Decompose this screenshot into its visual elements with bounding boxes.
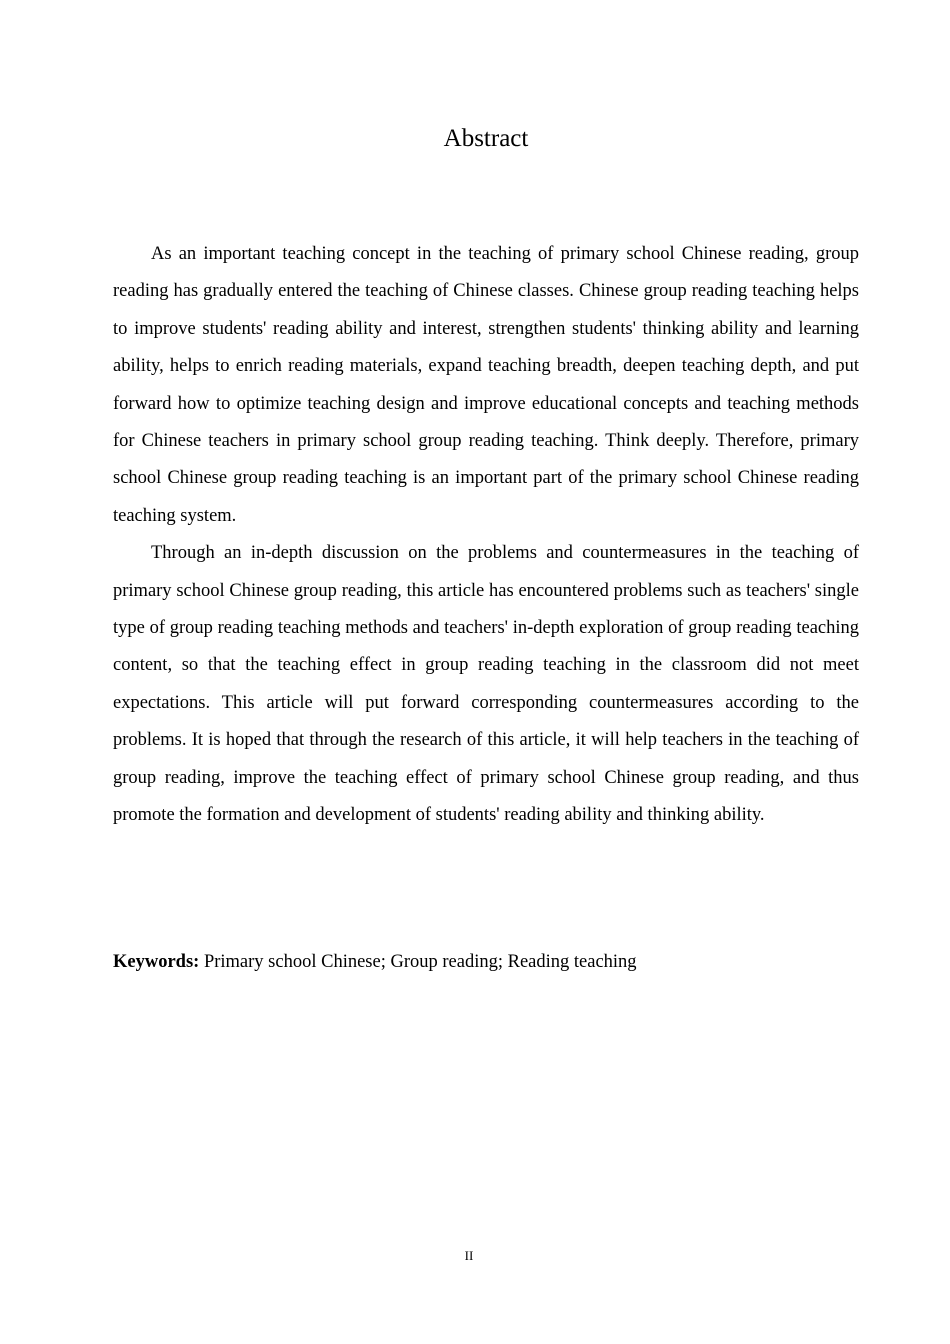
- abstract-paragraph-1: As an important teaching concept in the teaching of primary school Chinese reading, group reading has gradually entered the teaching of Chinese classes. Chinese group reading teaching helps to improve students' reading ability and interest, strengthen students' thinking ability and learning ability, helps to enrich reading materials, expand teaching breadth, deepen teaching depth, and put forward how to optimize teaching design and improve educational concepts and teaching methods for Chinese teachers in primary school group reading teaching. Think deeply. Therefore, primary school Chinese group reading teaching is an important part of the primary school Chinese reading teaching system.: [113, 244, 859, 526]
- abstract-body: [113, 236, 859, 835]
- abstract-paragraph-2: Through an in-depth discussion on the problems and countermeasures in the teaching of primary school Chinese group reading, this article has encountered problems such as teachers' single type of group reading teaching methods and teachers' in-depth exploration of group reading teaching content, so that the teaching effect in group reading teaching in the classroom did not meet expectations. This article will put forward corresponding countermeasures according to the problems. It is hoped that through the research of this article, it will help teachers in the teaching of group reading, improve the teaching effect of primary school Chinese group reading, and thus promote the formation and development of students' reading ability and thinking ability.: [113, 543, 859, 826]
- keywords-label: Keywords:: [113, 952, 200, 972]
- page-number: II: [464, 1248, 474, 1263]
- abstract-title: Abstract: [443, 125, 529, 152]
- keywords-line: [113, 945, 859, 979]
- keywords-text: Primary school Chinese; Group reading; Reading teaching: [203, 952, 637, 972]
